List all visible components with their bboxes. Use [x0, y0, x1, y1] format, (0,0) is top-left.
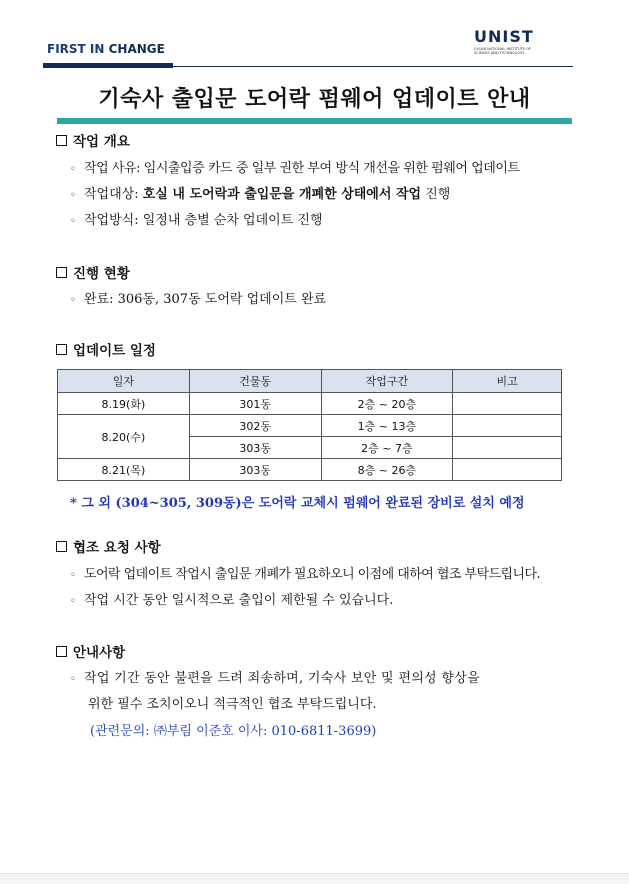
section-progress-heading	[56, 262, 130, 282]
column-header-range: 작업구간	[321, 370, 453, 393]
document-title: 기숙사 출입문 도어락 펌웨어 업데이트 안내	[98, 87, 531, 112]
section-schedule-heading	[56, 339, 156, 359]
tagline-first: FIRST IN	[47, 42, 105, 56]
section-request-heading	[56, 536, 161, 556]
page-bottom-edge	[0, 873, 629, 884]
schedule-footnote: * 그 외 (304~305, 309동)은 도어락 교체시 펌웨어 완료된 장비로 설치 예정	[70, 496, 525, 511]
section-notice-title: 안내사항	[73, 645, 126, 661]
cell-date: 8.21(목)	[58, 459, 190, 481]
table-row	[58, 459, 562, 481]
section-overview-title: 작업 개요	[73, 134, 130, 150]
bullet-icon: ◦	[70, 216, 76, 227]
logo-mark: UNIST	[474, 27, 534, 46]
header-rule-thin	[173, 66, 573, 67]
cell-date: 8.19(화)	[58, 393, 190, 415]
request-item-time	[70, 589, 393, 608]
table-row	[58, 393, 562, 415]
notice-apology-line1: 작업 기간 동안 불편을 드려 죄송하며, 기숙사 보안 및 편의성 향상을	[84, 671, 480, 686]
section-notice-heading	[56, 641, 125, 661]
progress-complete-text: 완료: 306동, 307동 도어락 업데이트 완료	[84, 292, 327, 307]
cell-note	[453, 415, 562, 437]
overview-item-reason	[70, 157, 520, 176]
bullet-icon: ◦	[70, 295, 76, 306]
checkbox-square-icon	[56, 344, 67, 355]
column-header-building: 건물동	[189, 370, 321, 393]
overview-item-target	[70, 183, 450, 202]
header-rule-thick	[43, 63, 173, 68]
unist-logo	[474, 29, 544, 56]
bullet-icon: ◦	[70, 190, 76, 201]
notice-item-apology	[70, 667, 480, 686]
checkbox-square-icon	[56, 541, 67, 552]
overview-target-prefix: 작업대상:	[84, 187, 143, 202]
cell-building: 301동	[189, 393, 321, 415]
section-schedule-title: 업데이트 일정	[73, 343, 156, 359]
column-header-note: 비고	[453, 370, 562, 393]
request-item-door	[70, 563, 540, 582]
cell-range: 2층 ~ 7층	[321, 437, 453, 459]
section-overview-heading	[56, 130, 130, 150]
overview-reason-text: 작업 사유: 임시출입증 카드 중 일부 권한 부여 방식 개선을 위한 펌웨어 업데이트	[84, 161, 520, 176]
tagline-change: CHANGE	[108, 42, 165, 56]
checkbox-square-icon	[56, 646, 67, 657]
bullet-icon: ◦	[70, 570, 76, 581]
overview-target-suffix: 진행	[421, 187, 451, 202]
overview-method-text: 작업방식: 일정내 층별 순차 업데이트 진행	[84, 213, 323, 228]
schedule-table-header-row	[58, 370, 562, 393]
section-progress-title: 진행 현황	[73, 266, 130, 282]
cell-range: 1층 ~ 13층	[321, 415, 453, 437]
request-door-text: 도어락 업데이트 작업시 출입문 개폐가 필요하오니 이점에 대하여 협조 부탁드립니다.	[84, 567, 541, 582]
bullet-icon: ◦	[70, 674, 76, 685]
cell-range: 8층 ~ 26층	[321, 459, 453, 481]
bullet-icon: ◦	[70, 164, 76, 175]
request-time-text: 작업 시간 동안 일시적으로 출입이 제한될 수 있습니다.	[84, 593, 394, 608]
column-header-date: 일자	[58, 370, 190, 393]
cell-range: 2층 ~ 20층	[321, 393, 453, 415]
cell-note	[453, 437, 562, 459]
bullet-icon: ◦	[70, 596, 76, 607]
title-underline-bar	[57, 118, 572, 124]
cell-note	[453, 459, 562, 481]
cell-building: 302동	[189, 415, 321, 437]
cell-building: 303동	[189, 459, 321, 481]
table-row	[58, 415, 562, 437]
contact-info: (관련문의: ㈜부림 이준호 이사: 010-6811-3699)	[90, 724, 377, 739]
overview-target-bold: 호실 내 도어락과 출입문을 개폐한 상태에서 작업	[142, 187, 422, 202]
tagline	[47, 42, 165, 56]
section-request-title: 협조 요청 사항	[73, 540, 161, 556]
progress-item-complete	[70, 288, 326, 307]
checkbox-square-icon	[56, 267, 67, 278]
schedule-table	[57, 369, 562, 481]
overview-item-method	[70, 209, 323, 228]
checkbox-square-icon	[56, 135, 67, 146]
cell-note	[453, 393, 562, 415]
notice-apology-line2: 위한 필수 조치이오니 적극적인 협조 부탁드립니다.	[88, 697, 377, 712]
cell-date: 8.20(수)	[58, 415, 190, 459]
cell-building: 303동	[189, 437, 321, 459]
logo-subtitle: ULSAN NATIONAL INSTITUTE OF SCIENCE AND TECHNOLOGY	[474, 47, 532, 56]
